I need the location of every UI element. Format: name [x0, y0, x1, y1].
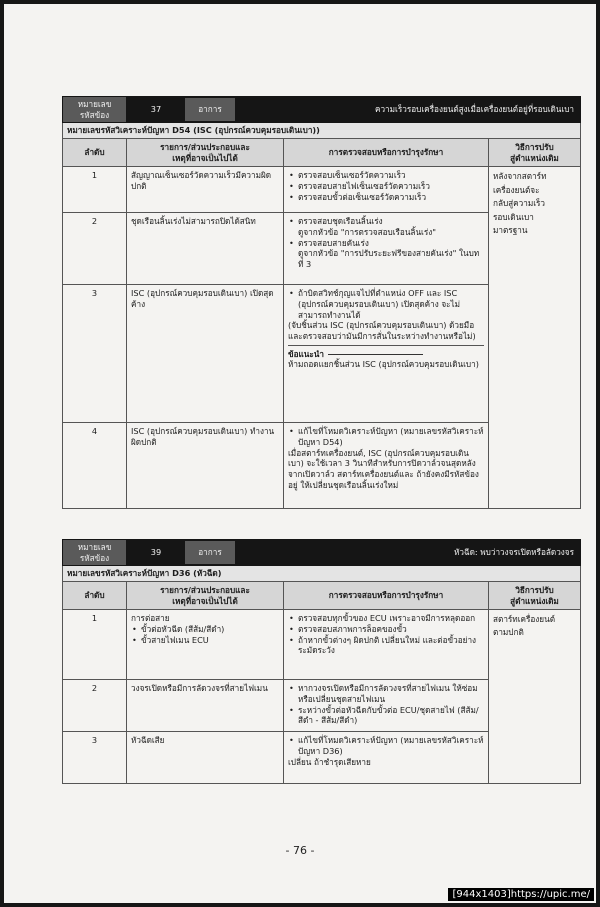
table-row: 3 หัวฉีดเสีย • แก้ไขที่โหมดวิเคราะห์ปัญหา (หมายเลขรหัสวิเคราะห์ปัญหา D36) เปลี่ยน ถ้าชำรุดเสียหาย: [63, 732, 581, 784]
restore-method: หลังจากสตาร์ท เครื่องยนต์จะ กลับสู่ความเร็ว รอบเดินเบา มาตรฐาน: [489, 167, 581, 509]
col-check: การตรวจสอบหรือการบำรุงรักษา: [284, 138, 489, 166]
col-method: วิธีการปรับ สู่ตำแหน่งเดิม: [489, 581, 581, 609]
col-component: รายการ/ส่วนประกอบและ เหตุที่อาจเป็นไปได้: [127, 138, 284, 166]
symptom-label: อาการ: [185, 541, 235, 564]
table-row: 3 ISC (อุปกรณ์ควบคุมรอบเดินเบา) เปิดสุดค้าง • ถ้าบิดสวิทช์กุญแจไปที่ตำแหน่ง OFF และ ISC (อุปกรณ์ควบคุมรอบเดินเบา) เปิดสุดค้าง จะไม่สามารถทำงานได้ (จับชิ้นส่วน ISC (อุปกรณ์ควบคุมรอบเดินเบา) ด้วยมือ และตรวจสอบว่ามันมีการสั่นในระหว่างทำงานหรือไม่) ข้อแนะนำ ห้ามถอดแยกชิ้นส่วน ISC (อุปกรณ์ควบคุมรอบเดินเบา): [63, 285, 581, 423]
symptom-text: ความเร็วรอบเครื่องยนต์สูงเมื่อเครื่องยนต์อยู่ที่รอบเดินเบา: [374, 104, 574, 115]
table-header-row: [63, 540, 581, 566]
watermark-label: [944x1403]https://upic.me/: [448, 888, 594, 901]
symptom-text: หัวฉีด: พบว่าวงจรเปิดหรือลัดวงจร: [454, 547, 574, 558]
col-order: ลำดับ: [63, 581, 127, 609]
col-order: ลำดับ: [63, 138, 127, 166]
col-component: รายการ/ส่วนประกอบและ เหตุที่อาจเป็นไปได้: [127, 581, 284, 609]
advice-box: ข้อแนะนำ ห้ามถอดแยกชิ้นส่วน ISC (อุปกรณ์ควบคุมรอบเดินเบา): [288, 345, 484, 370]
column-headers: [63, 581, 581, 609]
table-header-row: [63, 97, 581, 123]
diagnostic-code-title: หมายเลขรหัสวิเคราะห์ปัญหา D36 (หัวฉีด): [63, 566, 581, 582]
table-row: 4 ISC (อุปกรณ์ควบคุมรอบเดินเบา) ทำงานผิดปกติ • แก้ไขที่โหมดวิเคราะห์ปัญหา (หมายเลขรหัสวิเคราะห์ปัญหา D54) เมื่อสตาร์ทเครื่องยนต์, ISC (อุปกรณ์ควบคุมรอบเดินเบา) จะใช้เวลา 3 วินาทีสำหรับการปิดวาล์วจนสุดหลังจากเปิดวาล์ว สตาร์ทเครื่องยนต์และ ถ้ายังคงมีรหัสข้องอยู่ ให้เปลี่ยนชุดเรือนลิ้นเร่งใหม่: [63, 423, 581, 509]
column-headers: [63, 138, 581, 166]
col-method: วิธีการปรับ สู่ตำแหน่งเดิม: [489, 138, 581, 166]
code-label: หมายเลข รหัสข้อง: [63, 97, 127, 123]
col-check: การตรวจสอบหรือการบำรุงรักษา: [284, 581, 489, 609]
code-label: หมายเลข รหัสข้อง: [63, 540, 127, 566]
restore-method: สตาร์ทเครื่องยนต์ ตามปกติ: [489, 610, 581, 784]
table-row: 2 ชุดเรือนลิ้นเร่งไม่สามารถปิดได้สนิท • ตรวจสอบชุดเรือนลิ้นเร่ง ดูจากหัวข้อ "การตรวจสอบเรือนลิ้นเร่ง" • ตรวจสอบสายคันเร่ง ดูจากหัวข้อ "การปรับระยะฟรีของสายคันเร่ง" ในบทที่ 3: [63, 213, 581, 285]
table-row: 1 การต่อสาย • ขั้วต่อหัวฉีด (สีส้ม/สีดำ) • ขั้วสายไฟเมน ECU • ตรวจสอบทุกขั้วของ ECU เพราะอาจมีการหลุดออก • ตรวจสอบสภาพการล็อคของขั้ว • ถ้าหากขั้วต่างๆ ผิดปกติ เปลี่ยนใหม่ และต่อขั้วอย่างระมัดระวัง สตาร์ทเครื่องยนต์ ตามปกติ: [63, 610, 581, 680]
table-row: 2 วงจรเปิดหรือมีการลัดวงจรที่สายไฟเมน • หากวงจรเปิดหรือมีการลัดวงจรที่สายไฟเมน ให้ซ่อมหรือเปลี่ยนชุดสายไฟเมน • ระหว่างขั้วต่อหัวฉีดกับขั้วต่อ ECU/ชุดสายไฟ (สีส้ม/สีดำ - สีส้ม/สีดำ): [63, 680, 581, 732]
troubleshoot-table-39: [62, 539, 581, 784]
document-page: [4, 4, 596, 903]
page-number: - 76 -: [285, 844, 315, 857]
table-row: 1 สัญญาณเซ็นเซอร์วัดความเร็วมีความผิดปกติ • ตรวจสอบเซ็นเซอร์วัดความเร็ว • ตรวจสอบสายไฟเซ็นเซอร์วัดความเร็ว • ตรวจสอบขั้วต่อเซ็นเซอร์วัดความเร็ว หลังจากสตาร์ท เครื่องยนต์จะ กลับสู่ความเร็ว รอบเดินเบา มาตรฐาน: [63, 167, 581, 213]
diagnostic-code-title: หมายเลขรหัสวิเคราะห์ปัญหา D54 (ISC (อุปกรณ์ควบคุมรอบเดินเบา)): [63, 123, 581, 139]
code-value: 37: [150, 104, 162, 115]
code-value: 39: [150, 547, 162, 558]
symptom-label: อาการ: [185, 98, 235, 121]
troubleshoot-table-37: [62, 96, 581, 509]
